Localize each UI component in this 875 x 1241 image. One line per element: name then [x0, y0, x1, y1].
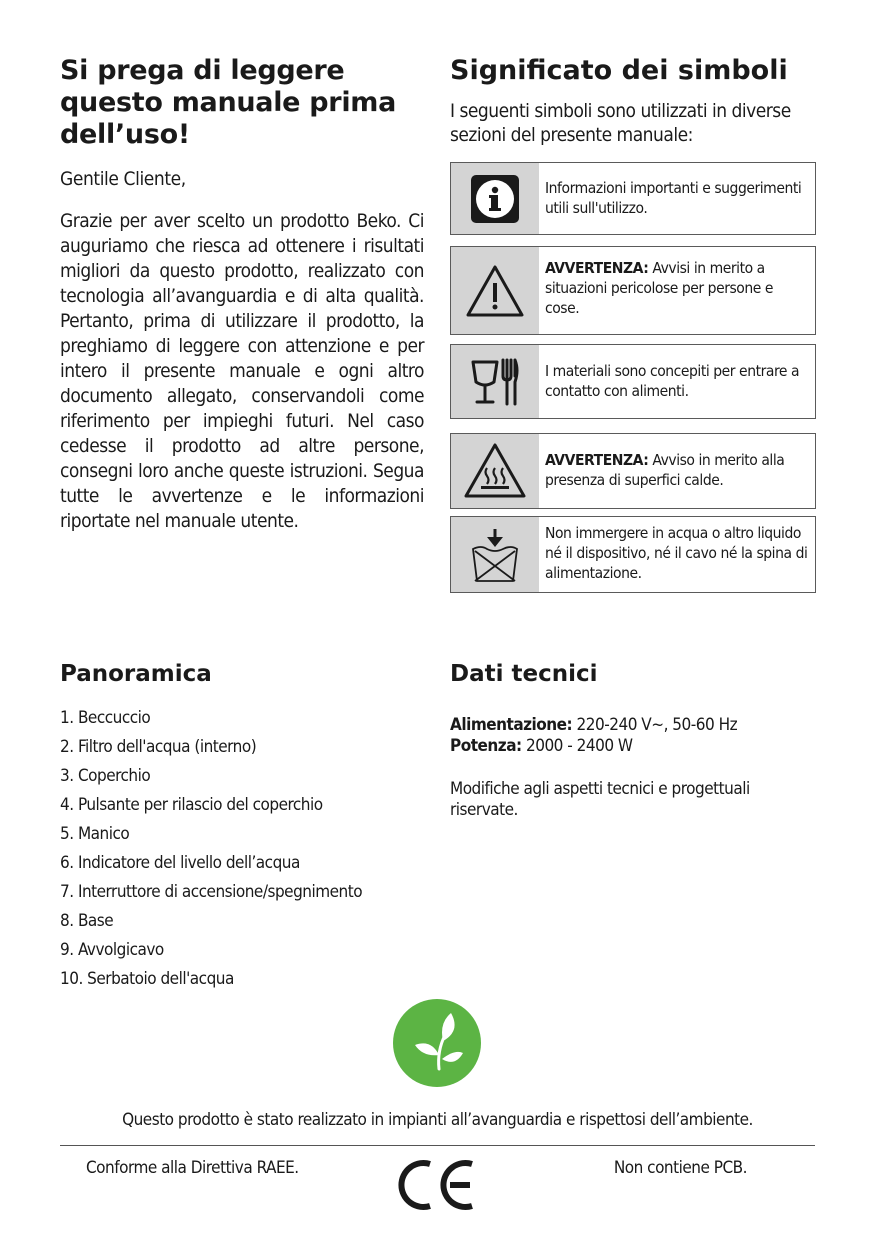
parts-list	[60, 704, 424, 994]
pcb-statement: Non contiene PCB.	[613, 1158, 747, 1178]
symbol-text-hot	[539, 434, 815, 508]
power-row	[450, 736, 816, 757]
power-supply-value: 220-240 V~, 50-60 Hz	[572, 715, 738, 735]
symbol-row-info	[450, 162, 816, 235]
weee-compliance: Conforme alla Direttiva RAEE.	[86, 1158, 299, 1178]
list-item: 4. Pulsante per rilascio del coperchio	[60, 795, 323, 815]
symbol-desc: Informazioni importanti e suggerimenti utili sull'utilizzo.	[545, 179, 802, 217]
symbol-desc: Avviso in merito alla presenza di superfici calde.	[545, 451, 785, 489]
symbol-text-immerse	[539, 517, 815, 592]
list-item: 1. Beccuccio	[60, 708, 151, 728]
eco-leaf-icon	[393, 999, 481, 1087]
symbol-desc: Non immergere in acqua o altro liquido né il dispositivo, né il cavo né la spina di alimentazione.	[545, 524, 808, 582]
overview-title: Panoramica	[60, 661, 212, 687]
list-item: 6. Indicatore del livello dell’acqua	[60, 853, 300, 873]
tech-title: Dati tecnici	[450, 661, 598, 687]
food-safe-icon	[451, 345, 539, 418]
info-icon	[451, 163, 539, 234]
intro-paragraph: Grazie per aver scelto un prodotto Beko. Ci auguriamo che riesca ad ottenere i risultati migliori da questo prodotto, realizzato con tecnologia all’avanguardia e di alta qualità. Pertanto, prima di utilizzare il prodotto, la preghiamo di leggere con attenzione e per intero il presente manuale e ogni altro documento allegato, conservandoli come riferimento per impieghi futuri. Nel caso cedesse il prodotto ad altre persone, consegni loro anche queste istruzioni. Segua tutte le avvertenze e le informazioni riportate nel manuale utente.	[60, 210, 424, 532]
power-value: 2000 - 2400 W	[521, 736, 633, 756]
no-immerse-icon	[451, 517, 539, 592]
greeting: Gentile Cliente,	[60, 168, 186, 190]
list-item: 9. Avvolgicavo	[60, 940, 164, 960]
hot-surface-icon	[451, 434, 539, 508]
list-item: 8. Base	[60, 911, 114, 931]
list-item: 2. Filtro dell'acqua (interno)	[60, 737, 257, 757]
footer-divider	[60, 1145, 815, 1146]
tech-note: Modifiche agli aspetti tecnici e progettuali riservate.	[450, 779, 750, 820]
tech-section	[450, 660, 816, 821]
symbol-row-food	[450, 344, 816, 419]
symbols-title: Significato dei simboli	[450, 55, 788, 86]
symbol-row-immerse	[450, 516, 816, 593]
symbol-desc: I materiali sono concepiti per entrare a contatto con alimenti.	[545, 362, 800, 400]
intro-section	[60, 55, 424, 534]
list-item: 3. Coperchio	[60, 766, 151, 786]
ce-mark-icon	[398, 1156, 476, 1212]
power-label: Potenza:	[450, 736, 522, 756]
symbols-intro: I seguenti simboli sono utilizzati in diverse sezioni del presente manuale:	[450, 100, 791, 146]
symbol-desc: Avvisi in merito a situazioni pericolose per persone e cose.	[545, 259, 774, 317]
symbol-text-info	[539, 163, 815, 234]
symbol-row-hot	[450, 433, 816, 509]
eco-statement: Questo prodotto è stato realizzato in impianti all’avanguardia e rispettosi dell’ambiente.	[122, 1110, 753, 1130]
manual-title: Si prega di leggere questo manuale prima dell’uso!	[60, 55, 397, 150]
symbols-section	[450, 55, 816, 147]
symbol-text-warning	[539, 247, 815, 334]
list-item: 7. Interruttore di accensione/spegnimento	[60, 882, 363, 902]
overview-section	[60, 660, 424, 994]
tech-specs	[450, 715, 816, 757]
power-supply-row	[450, 715, 816, 736]
warning-label: AVVERTENZA:	[545, 259, 649, 277]
symbol-text-food	[539, 345, 815, 418]
warning-icon	[451, 247, 539, 334]
symbol-row-warning	[450, 246, 816, 335]
list-item: 10. Serbatoio dell'acqua	[60, 969, 234, 989]
list-item: 5. Manico	[60, 824, 130, 844]
warning-label: AVVERTENZA:	[545, 451, 649, 469]
power-supply-label: Alimentazione:	[450, 715, 573, 735]
